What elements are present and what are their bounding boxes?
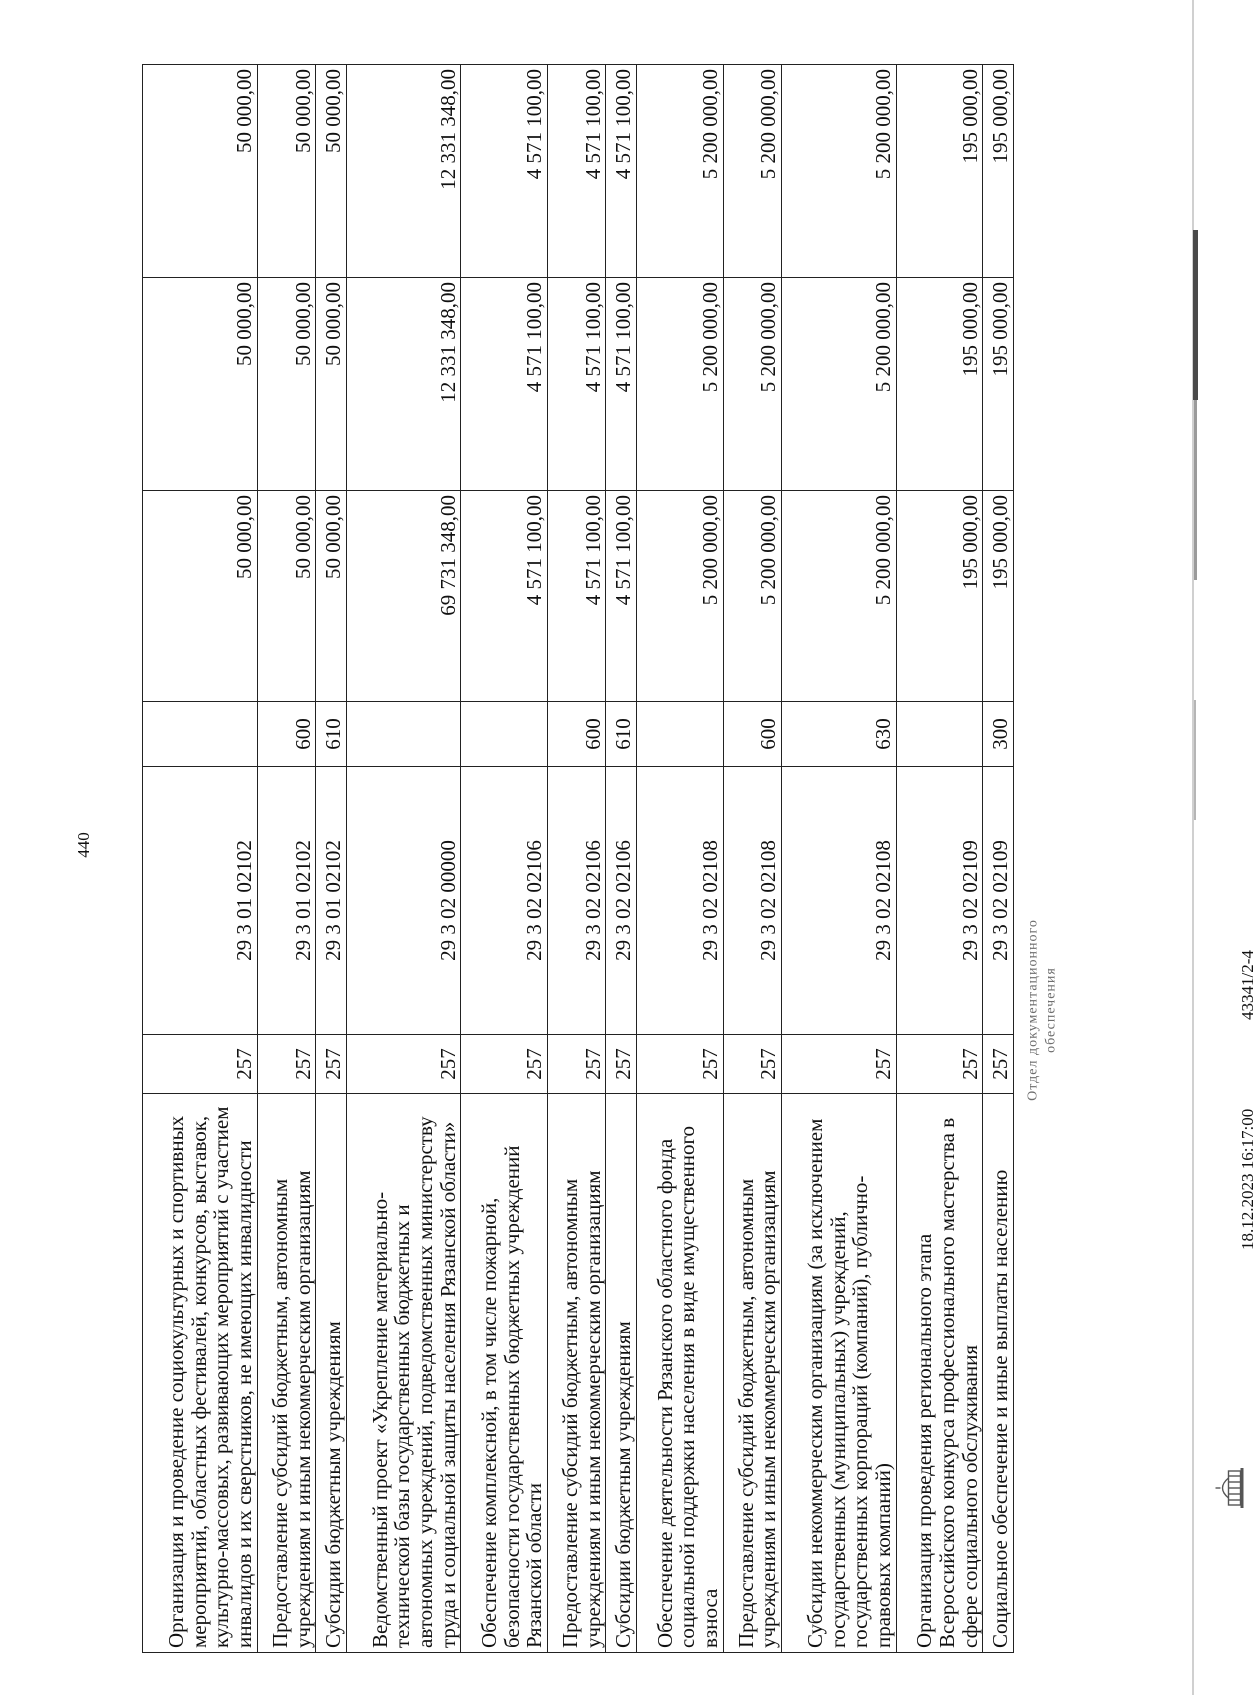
row-amount-1: 195 000,00 [896, 491, 983, 702]
row-amount-2: 50 000,00 [316, 278, 347, 491]
row-amount-2: 12 331 348,00 [346, 278, 461, 491]
table-row [316, 65, 347, 1653]
row-ved: 257 [316, 1035, 347, 1094]
row-name: Предоставление субсидий бюджетным, автономным учреждениям и иным некоммерческим организациям [547, 1094, 606, 1653]
row-ved: 257 [782, 1035, 897, 1094]
row-ved: 257 [637, 1035, 724, 1094]
row-vr: 600 [257, 702, 316, 767]
table-row [723, 65, 782, 1653]
row-amount-2: 4 571 100,00 [547, 278, 606, 491]
row-amount-2: 4 571 100,00 [606, 278, 637, 491]
row-amount-2: 5 200 000,00 [782, 278, 897, 491]
row-amount-1: 4 571 100,00 [606, 491, 637, 702]
page-number: 440 [74, 832, 93, 858]
row-amount-2: 195 000,00 [983, 278, 1014, 491]
row-vr [637, 702, 724, 767]
row-name: Предоставление субсидий бюджетным, автономным учреждениям и иным некоммерческим организациям [723, 1094, 782, 1653]
table-row [983, 65, 1014, 1653]
row-amount-3: 5 200 000,00 [637, 65, 724, 278]
stamp-line-1: Отдел документационного [1025, 919, 1041, 1101]
row-csr: 29 3 01 02102 [143, 767, 258, 1035]
duma-building-logo-icon [1215, 1466, 1250, 1510]
row-ved: 257 [896, 1035, 983, 1094]
row-csr: 29 3 02 02109 [896, 767, 983, 1035]
row-vr [461, 702, 548, 767]
row-amount-1: 50 000,00 [316, 491, 347, 702]
row-amount-3: 50 000,00 [257, 65, 316, 278]
table-row [547, 65, 606, 1653]
row-vr [896, 702, 983, 767]
row-csr: 29 3 02 02106 [547, 767, 606, 1035]
stamp-line-2: обеспечения [1043, 967, 1058, 1053]
row-amount-1: 50 000,00 [143, 491, 258, 702]
row-name: Социальное обеспечение и иные выплаты населению [983, 1094, 1014, 1653]
row-amount-1: 5 200 000,00 [637, 491, 724, 702]
row-vr: 600 [723, 702, 782, 767]
row-name: Субсидии некоммерческим организациям (за исключением государственных (муниципальных) учреждений, государственных корпораций (компаний), публично-правовых компаний) [782, 1094, 897, 1653]
row-ved: 257 [461, 1035, 548, 1094]
row-amount-2: 195 000,00 [896, 278, 983, 491]
row-vr: 610 [606, 702, 637, 767]
row-csr: 29 3 01 02102 [316, 767, 347, 1035]
row-amount-1: 5 200 000,00 [782, 491, 897, 702]
table-row [637, 65, 724, 1653]
table-row [896, 65, 983, 1653]
table-row [257, 65, 316, 1653]
row-name: Обеспечение комплексной, в том числе пожарной, безопасности государственных бюджетных учреждений Рязанской области [461, 1094, 548, 1653]
row-csr: 29 3 02 02108 [782, 767, 897, 1035]
row-amount-3: 12 331 348,00 [346, 65, 461, 278]
row-amount-3: 5 200 000,00 [782, 65, 897, 278]
row-amount-3: 50 000,00 [143, 65, 258, 278]
row-csr: 29 3 01 02102 [257, 767, 316, 1035]
row-name: Субсидии бюджетным учреждениям [606, 1094, 637, 1653]
row-name: Обеспечение деятельности Рязанского областного фонда социальной поддержки населения в виде имущественного взноса [637, 1094, 724, 1653]
row-amount-1: 5 200 000,00 [723, 491, 782, 702]
row-csr: 29 3 02 02109 [983, 767, 1014, 1035]
row-amount-3: 195 000,00 [983, 65, 1014, 278]
row-vr [143, 702, 258, 767]
footer-datetime: 18.12.2023 16:17:00 [1238, 1108, 1257, 1250]
row-ved: 257 [983, 1035, 1014, 1094]
table-row [346, 65, 461, 1653]
row-amount-2: 50 000,00 [143, 278, 258, 491]
row-ved: 257 [143, 1035, 258, 1094]
row-ved: 257 [606, 1035, 637, 1094]
row-amount-1: 4 571 100,00 [461, 491, 548, 702]
row-name: Организация и проведение социокультурных и спортивных мероприятий, областных фестивалей, конкурсов, выставок, культурно-массовых, развивающих мероприятий с участием инвалидов и их сверстников, не имеющих инвалидности [143, 1094, 258, 1653]
footer-document-code: 43341/2-4 [1238, 950, 1257, 1020]
row-ved: 257 [257, 1035, 316, 1094]
row-name: Организация проведения регионального этапа Всероссийского конкурса профессионального мастерства в сфере социального обслуживания [896, 1094, 983, 1653]
row-amount-2: 4 571 100,00 [461, 278, 548, 491]
table-row [461, 65, 548, 1653]
budget-table-body [143, 65, 1014, 1653]
row-amount-1: 4 571 100,00 [547, 491, 606, 702]
row-vr: 300 [983, 702, 1014, 767]
row-name: Субсидии бюджетным учреждениям [316, 1094, 347, 1653]
table-row [143, 65, 258, 1653]
row-amount-3: 5 200 000,00 [723, 65, 782, 278]
table-row [606, 65, 637, 1653]
row-csr: 29 3 02 02106 [606, 767, 637, 1035]
row-amount-3: 195 000,00 [896, 65, 983, 278]
row-ved: 257 [346, 1035, 461, 1094]
row-vr: 630 [782, 702, 897, 767]
row-amount-2: 5 200 000,00 [637, 278, 724, 491]
budget-table [142, 64, 1014, 1653]
row-amount-3: 4 571 100,00 [606, 65, 637, 278]
row-name: Ведомственный проект «Укрепление материально-технической базы государственных бюджетных и автономных учреждений, подведомственных министерству труда и социальной защиты населения Рязанской области» [346, 1094, 461, 1653]
row-vr [346, 702, 461, 767]
row-csr: 29 3 02 02108 [637, 767, 724, 1035]
row-amount-1: 195 000,00 [983, 491, 1014, 702]
row-ved: 257 [547, 1035, 606, 1094]
row-csr: 29 3 02 02108 [723, 767, 782, 1035]
row-csr: 29 3 02 02106 [461, 767, 548, 1035]
row-amount-1: 50 000,00 [257, 491, 316, 702]
scan-edge-artifact [1110, 0, 1200, 1695]
department-stamp [1025, 880, 1060, 1140]
row-amount-1: 69 731 348,00 [346, 491, 461, 702]
rotated-budget-table-container [142, 65, 1014, 1653]
row-amount-2: 5 200 000,00 [723, 278, 782, 491]
row-csr: 29 3 02 00000 [346, 767, 461, 1035]
row-amount-3: 4 571 100,00 [461, 65, 548, 278]
row-ved: 257 [723, 1035, 782, 1094]
table-row [782, 65, 897, 1653]
row-vr: 610 [316, 702, 347, 767]
row-name: Предоставление субсидий бюджетным, автономным учреждениям и иным некоммерческим организациям [257, 1094, 316, 1653]
row-vr: 600 [547, 702, 606, 767]
row-amount-3: 50 000,00 [316, 65, 347, 278]
row-amount-3: 4 571 100,00 [547, 65, 606, 278]
row-amount-2: 50 000,00 [257, 278, 316, 491]
